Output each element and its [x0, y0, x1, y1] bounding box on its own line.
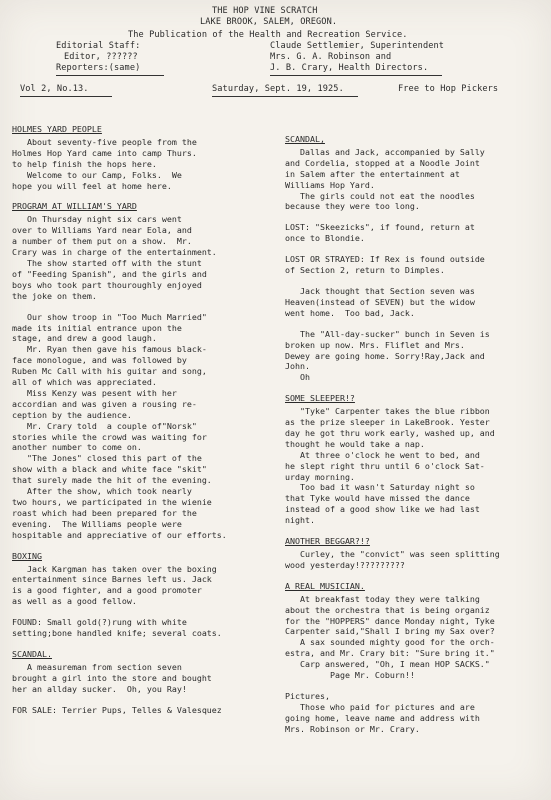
article-paragraph	[12, 312, 274, 541]
text-line: A measureman from section seven	[12, 661, 182, 672]
text-line: The show started off with the stunt	[12, 257, 202, 268]
text-line: about the orchestra that is being organiz	[285, 604, 490, 615]
heading-text: SOME SLEEPER!?	[285, 393, 355, 404]
text-line: boys who took part thouroughly enjoyed	[12, 279, 202, 290]
text-line: After the show, which took nearly	[12, 486, 192, 497]
staff-underline	[270, 75, 442, 76]
text-line: Crary was in charge of the entertainment.	[12, 247, 217, 258]
text-line: Those who paid for pictures and are	[285, 701, 475, 712]
text-line: Mr. Crary told a couple of"Norsk"	[12, 420, 197, 431]
text-line: FOUND: Small gold(?)rung with white	[12, 617, 187, 628]
article-heading	[285, 581, 543, 592]
text-line: two hours, we participated in the wienie	[12, 497, 212, 507]
text-line: Jack Kargman has taken over the boxing	[12, 563, 217, 574]
text-line: Williams Hop Yard.	[285, 179, 375, 190]
text-line: roast which had been prepared for the	[12, 507, 197, 518]
text-line: At breakfast today they were talking	[285, 593, 480, 604]
text-line: and Cordelia, stopped at a Noodle Joint	[285, 157, 480, 168]
text-line: hospitable and appreciative of our efforts.	[12, 529, 227, 540]
text-line: all of which was appreciated.	[12, 377, 157, 388]
article-paragraph	[12, 214, 274, 301]
text-line: of "Feeding Spanish", and the girls and	[12, 268, 207, 279]
text-line: "Tyke" Carpenter takes the blue ribbon	[285, 406, 490, 417]
article-paragraph	[285, 222, 543, 244]
text-line: to help finish the hops here.	[12, 158, 157, 169]
text-line: urday morning.	[285, 471, 355, 482]
heading-text: SCANDAL.	[12, 648, 52, 659]
article-paragraph	[285, 286, 543, 319]
staff-right-line: Mrs. G. A. Robinson and	[270, 52, 392, 62]
article-paragraph	[285, 406, 543, 526]
staff-right-line: Claude Settlemier, Superintendent	[270, 41, 445, 51]
article-heading	[12, 649, 274, 660]
text-line: another number to come on.	[12, 442, 142, 453]
date-underline	[212, 96, 358, 97]
staff-underline	[56, 75, 164, 76]
newsletter-location: LAKE BROOK, SALEM, OREGON.	[200, 17, 338, 27]
article-paragraph	[285, 147, 543, 212]
text-line: going home, leave name and address with	[285, 712, 480, 723]
text-line: broken up now. Mrs. Fliflet and Mrs.	[285, 339, 465, 350]
text-line: evening. The Williams people were	[12, 518, 182, 529]
article-paragraph	[285, 691, 543, 735]
article-heading	[285, 536, 543, 547]
text-line: that surely made the hit of the evening.	[12, 475, 212, 486]
left-column	[12, 124, 274, 716]
text-line: Our show troop in "Too Much Married"	[12, 311, 207, 322]
staff-left-line: Editorial Staff:	[56, 41, 141, 51]
text-line: Mrs. Robinson or Mr. Crary.	[285, 723, 420, 734]
heading-text: HOLMES YARD PEOPLE	[12, 124, 102, 134]
article-heading	[12, 201, 274, 212]
text-line: A sax sounded mighty good for the orch-	[285, 637, 495, 648]
text-line: Jack thought that Section seven was	[285, 285, 475, 296]
text-line: he slept right thru until 6 o'clock Sat-	[285, 460, 485, 471]
text-line: as well as a good fellow.	[12, 596, 137, 607]
volume-underline	[20, 96, 112, 97]
text-line: went home. Too bad, Jack.	[285, 307, 415, 318]
heading-text: PROGRAM AT WILLIAM'S YARD	[12, 201, 137, 212]
text-line: stories while the crowd was waiting for	[12, 431, 207, 442]
text-line: because they were too long.	[285, 201, 420, 212]
text-line: Carp answered, "Oh, I mean HOP SACKS."	[285, 659, 490, 670]
text-line: over to Williams Yard near Eola, and	[12, 225, 192, 236]
text-line: Dallas and Jack, accompanied by Sally	[285, 146, 485, 157]
staff-left-line: Reporters:(same)	[56, 63, 141, 73]
text-line: is a good fighter, and a good promoter	[12, 585, 202, 596]
text-line: Curley, the "convict" was seen splitting	[285, 549, 500, 559]
text-line: night.	[285, 515, 315, 526]
staff-left-line: Editor, ??????	[64, 52, 138, 62]
article-paragraph	[285, 594, 543, 681]
text-line: On Thursday night six cars went	[12, 214, 182, 225]
text-line: The "All-day-sucker" bunch in Seven is	[285, 328, 490, 339]
text-line: "The Jones" closed this part of the	[12, 453, 202, 464]
article-paragraph	[12, 137, 274, 192]
text-line: Page Mr. Coburn!!	[285, 670, 415, 681]
article-paragraph	[12, 705, 274, 716]
text-line: in Salem after the entertainment at	[285, 168, 460, 179]
article-paragraph	[285, 549, 543, 571]
heading-text: A REAL MUSICIAN.	[285, 580, 365, 591]
heading-text: SCANDAL,	[285, 134, 325, 144]
article-heading	[12, 124, 274, 135]
text-line: accordian and was given a rousing re-	[12, 398, 197, 409]
text-line: Ruben Mc Call with his guitar and song,	[12, 366, 207, 377]
article-paragraph	[12, 617, 274, 639]
text-line: instead of a good show like we had last	[285, 504, 480, 515]
text-line: About seventy-five people from the	[12, 136, 197, 147]
text-line: entertainment since Barnes left us. Jack	[12, 574, 212, 585]
text-line: Heaven(instead of SEVEN) but the widow	[285, 296, 475, 307]
text-line: LOST: "Skeezicks", if found, return at	[285, 222, 475, 233]
text-line: Oh	[285, 372, 310, 383]
text-line: estra, and Mr. Crary bit: "Sure bring it."	[285, 648, 495, 659]
text-line: FOR SALE: Terrier Pups, Telles & Valesquez	[12, 704, 222, 715]
text-line: show with a black and white face "skit"	[12, 464, 207, 475]
text-line: of Section 2, return to Dimples.	[285, 265, 445, 276]
heading-text: BOXING	[12, 550, 42, 561]
article-heading	[285, 393, 543, 404]
newsletter-title: THE HOP VINE SCRATCH	[212, 6, 318, 16]
article-paragraph	[285, 254, 543, 276]
text-line: thought he would take a nap.	[285, 438, 425, 449]
text-line: Holmes Hop Yard came into camp Thurs.	[12, 147, 197, 158]
text-line: At three o'clock he went to bed, and	[285, 449, 480, 460]
text-line: Too bad it wasn't Saturday night so	[285, 482, 475, 493]
volume-number: Vol 2, No.13.	[20, 84, 89, 94]
text-line: hope you will feel at home here.	[12, 180, 172, 191]
text-line: for the "HOPPERS" dance Monday night, Tyke	[285, 615, 495, 626]
text-line: the joke on them.	[12, 290, 97, 301]
text-line: face monologue, and was followed by	[12, 355, 187, 366]
text-line: The girls could not eat the noodles	[285, 190, 475, 201]
text-line: made its initial entrance upon the	[12, 322, 182, 333]
publication-line: The Publication of the Health and Recreation Service.	[128, 30, 408, 40]
text-line: Welcome to our Camp, Folks. We	[12, 169, 182, 180]
article-paragraph	[285, 329, 543, 384]
article-heading	[12, 551, 274, 562]
heading-text: ANOTHER BEGGAR?!?	[285, 536, 370, 547]
text-line: wood yesterday!?????????	[285, 559, 405, 570]
text-line: Dewey are going home. Sorry!Ray,Jack and	[285, 350, 485, 361]
text-line: ception by the audience.	[12, 409, 132, 420]
text-line: once to Blondie.	[285, 233, 365, 244]
article-heading	[285, 134, 543, 145]
text-line: her an allday sucker. Oh, you Ray!	[12, 683, 187, 694]
staff-right-line: J. B. Crary, Health Directors.	[270, 63, 429, 73]
text-line: a number of them put on a show. Mr.	[12, 236, 192, 247]
text-line: brought a girl into the store and bought	[12, 672, 212, 683]
text-line: that Tyke would have missed the dance	[285, 493, 470, 504]
text-line: Miss Kenzy was pesent with her	[12, 387, 177, 398]
article-paragraph	[12, 564, 274, 608]
text-line: Pictures,	[285, 690, 330, 701]
issue-date: Saturday, Sept. 19, 1925.	[212, 84, 344, 94]
text-line: setting;bone handled knife; several coats.	[12, 628, 222, 639]
article-paragraph	[12, 662, 274, 695]
text-line: Carpenter said,"Shall I bring my Sax over?	[285, 626, 495, 637]
price-note: Free to Hop Pickers	[398, 84, 499, 94]
text-line: as the prize sleeper in LakeBrook. Yester	[285, 417, 490, 428]
right-column	[285, 134, 543, 735]
text-line: day he got thru work early, washed up, and	[285, 427, 495, 438]
text-line: LOST OR STRAYED: If Rex is found outside	[285, 254, 485, 265]
text-line: John.	[285, 361, 310, 372]
text-line: Mr. Ryan then gave his famous black-	[12, 344, 207, 355]
text-line: stage, and drew a good laugh.	[12, 333, 157, 344]
